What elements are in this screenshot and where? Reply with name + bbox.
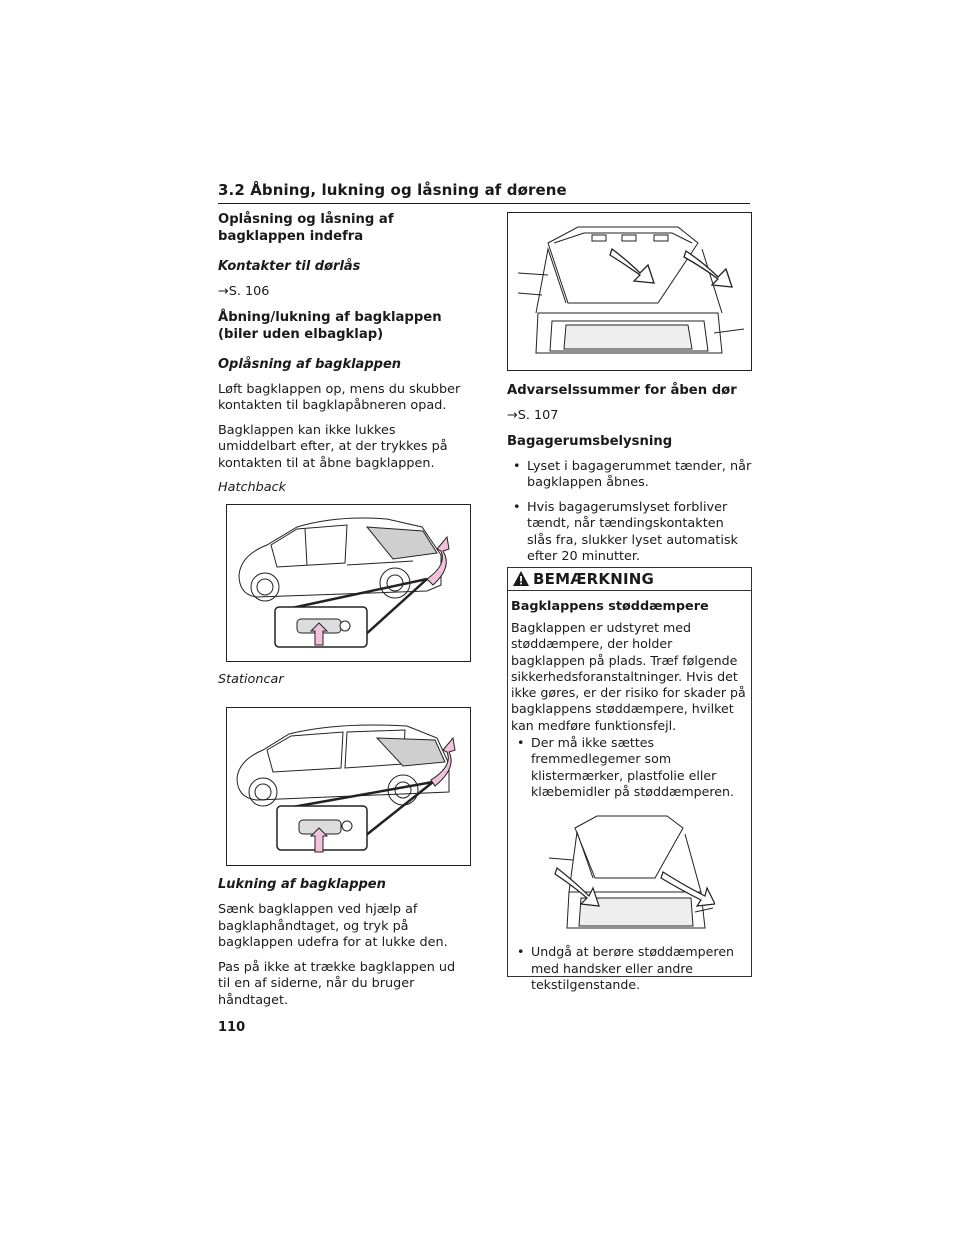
page-ref-107[interactable]: →S. 107 <box>507 408 559 423</box>
hatchback-illustration <box>227 505 470 661</box>
paragraph-lower: Sænk bagklappen ved hjælp af bagklaphåndtaget, og tryk på bagklappen udefra for at lukke den. <box>218 902 448 950</box>
page-number: 110 <box>218 1020 246 1035</box>
notice-list-2 <box>511 944 748 993</box>
section-header <box>218 180 750 204</box>
notice-subtitle: Bagklappens støddæmpere <box>511 599 709 614</box>
list-item: • Hvis bagagerumslyset forbliver tændt, når tændingskontakten slås fra, slukker lyset automatisk efter 20 minutter. <box>507 500 752 566</box>
figure-stationcar <box>226 707 471 866</box>
paragraph-lift: Løft bagklappen op, mens du skubber kontakten til bagklapåbneren opad. <box>218 381 461 413</box>
left-column-bottom <box>218 876 470 1009</box>
paragraph-careful: Pas på ikke at trække bagklappen ud til en af siderne, når du bruger håndtaget. <box>218 959 456 1008</box>
list-item: • Lyset i bagagerummet tænder, når bagklappen åbnes. <box>507 459 752 492</box>
heading-door-switches: Kontakter til dørlås <box>218 259 361 274</box>
trunk-open-illustration <box>508 213 751 370</box>
notice-list <box>511 735 748 800</box>
figure-damper <box>545 808 715 938</box>
label-stationcar: Stationcar <box>218 672 284 687</box>
paragraph-cannot-close: Bagklappen kan ikke lukkes umiddelbart efter, at der trykkes på kontakten til at åbne bagklappen. <box>218 422 448 471</box>
right-column <box>507 382 752 574</box>
figure-trunk-open <box>507 212 752 371</box>
heading-warning-buzzer: Advarselssummer for åben dør <box>507 383 737 398</box>
trunk-light-list <box>507 459 752 566</box>
figure-hatchback <box>226 504 471 662</box>
heading-trunk-light: Bagagerumsbelysning <box>507 433 673 449</box>
heading-unlock-tailgate: Oplåsning af bagklappen <box>218 356 402 372</box>
notice-body <box>508 591 751 993</box>
stationcar-illustration <box>227 708 470 865</box>
page-ref-106[interactable]: →S. 106 <box>218 284 270 299</box>
heading-unlock-inside: Oplåsning og låsning af bagklappen indefra <box>218 212 394 244</box>
list-item: • Undgå at berøre støddæmperen med handsker eller andre tekstilgenstande. <box>511 944 748 993</box>
label-hatchback: Hatchback <box>218 480 287 495</box>
warning-icon <box>512 570 530 588</box>
damper-illustration <box>545 808 715 938</box>
notice-paragraph: Bagklappen er udstyret med støddæmpere, der holder bagklappen på plads. Træf følgende sikkerhedsforanstaltninger. Hvis det ikke gøres, er der risiko for skader på bagklappens støddæmpere, hvilket kan medføre funktionsfejl. <box>511 620 746 733</box>
notice-title: BEMÆRKNING <box>533 570 655 588</box>
heading-open-close: Åbning/lukning af bagklappen (biler uden elbagklap) <box>218 309 442 342</box>
list-item: • Der må ikke sættes fremmedlegemer som klistermærker, plastfolie eller klæbemidler på støddæmperen. <box>511 735 748 800</box>
notice-box <box>507 567 752 992</box>
heading-closing: Lukning af bagklappen <box>218 877 386 892</box>
section-title: 3.2 Åbning, lukning og låsning af dørene <box>218 181 567 199</box>
left-column <box>218 211 470 497</box>
notice-header <box>508 568 751 591</box>
